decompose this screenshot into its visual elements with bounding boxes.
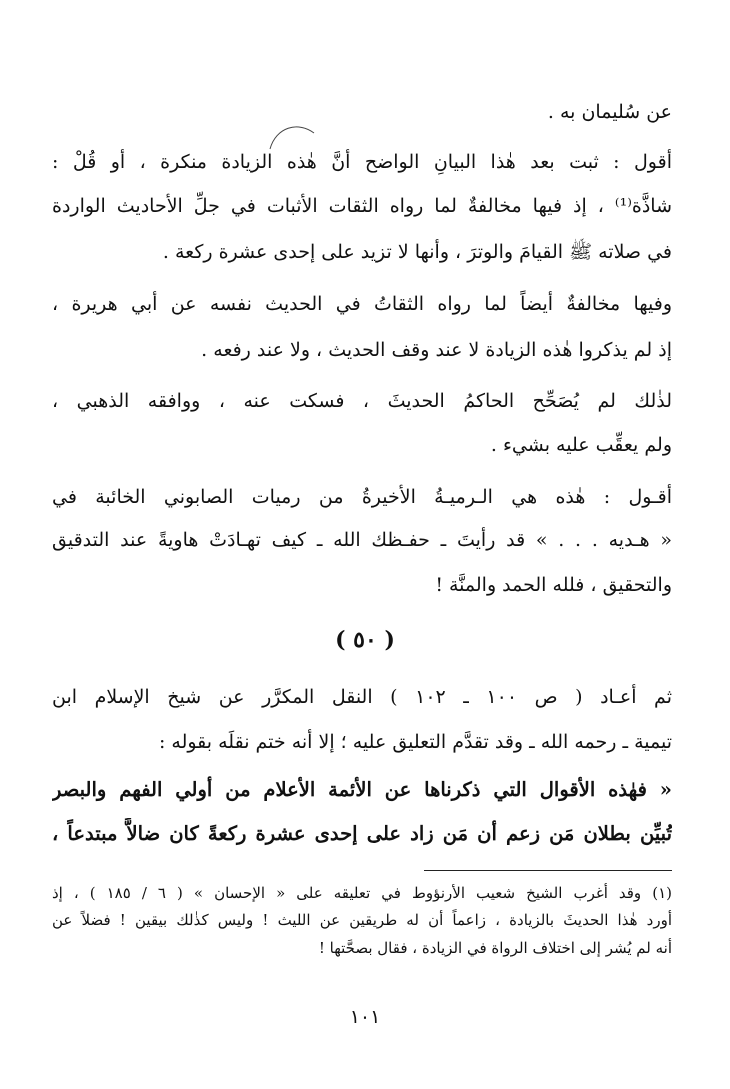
body-line-9: أقـول : هٰذه هي الـرميـةُ الأخيرةُ من رميات الصابوني الخائبة في <box>52 486 672 508</box>
body-line-6: إذ لم يذكروا هٰذه الزيادة لا عند وقف الحديث ، ولا عند رفعه . <box>201 339 672 361</box>
body-line-5: وفيها مخالفةٌ أيضاً لما رواه الثقاتُ في الحديث نفسه عن أبي هريرة ، <box>52 293 672 315</box>
body-line-4: في صلاته ﷺ القيامَ والوترَ ، وأنها لا تزيد على إحدى عشرة ركعة . <box>162 241 672 263</box>
body-line-1: عن سُليمان به . <box>547 101 672 123</box>
footnote-line-2: أورد هٰذا الحديثَ بالزيادة ، زاعماً أن له طريقين عن الليث ! وليس كذٰلك بيقين ! فضلاً عن <box>52 911 672 929</box>
body-line-3: شاذَّة⁽¹⁾ ، إذ فيها مخالفةٌ لما رواه الثقات الأثبات في جلِّ الأحاديث الواردة <box>52 195 672 217</box>
quote-line-2: تُبيِّن بطلان مَن زعم أن مَن زاد على إحدى عشرة ركعةً كان ضالاًّ مبتدعاً ، <box>52 822 672 845</box>
footnote-line-3: أنه لم يُشر إلى اختلاف الرواة في الزيادة ، فقال بصحَّتها ! <box>318 939 672 957</box>
body-line-7: لذٰلك لم يُصَحِّح الحاكمُ الحديثَ ، فسكت عنه ، ووافقه الذهبي ، <box>52 390 672 412</box>
body-line-8: ولم يعقِّب عليه بشيء . <box>490 434 672 456</box>
footnote-line-1: (١) وقد أغرب الشيخ شعيب الأرنؤوط في تعليقه على « الإحسان » ( ٦ / ١٨٥ ) ، إذ <box>52 884 672 902</box>
section-heading: ( ٥٠ ) <box>335 627 395 653</box>
quote-line-1: « فهٰذه الأقوال التي ذكرناها عن الأئمة الأعلام من أولي الفهم والبصر <box>52 778 672 801</box>
footnote-separator <box>424 870 672 871</box>
body-line-11: والتحقيق ، فلله الحمد والمنَّة ! <box>435 574 672 596</box>
page-number: ١٠١ <box>349 1006 381 1028</box>
body-line-10: « هـديه . . . » قد رأيتَ ـ حفـظك الله ـ كيف تهـادَتْ هاويةً عند التدقيق <box>52 529 672 551</box>
body-line-2: أقول : ثبت بعد هٰذا البيانِ الواضح أنَّ هٰذه الزيادة منكرة ، أو قُلْ : <box>52 151 672 173</box>
section-line-1: ثم أعـاد ( ص ١٠٠ ـ ١٠٢ ) النقل المكرَّر عن شيخ الإسلام ابن <box>52 686 672 708</box>
section-line-2: تيمية ـ رحمه الله ـ وقد تقدَّم التعليق عليه ؛ إلا أنه ختم نقلَه بقوله : <box>158 731 672 753</box>
